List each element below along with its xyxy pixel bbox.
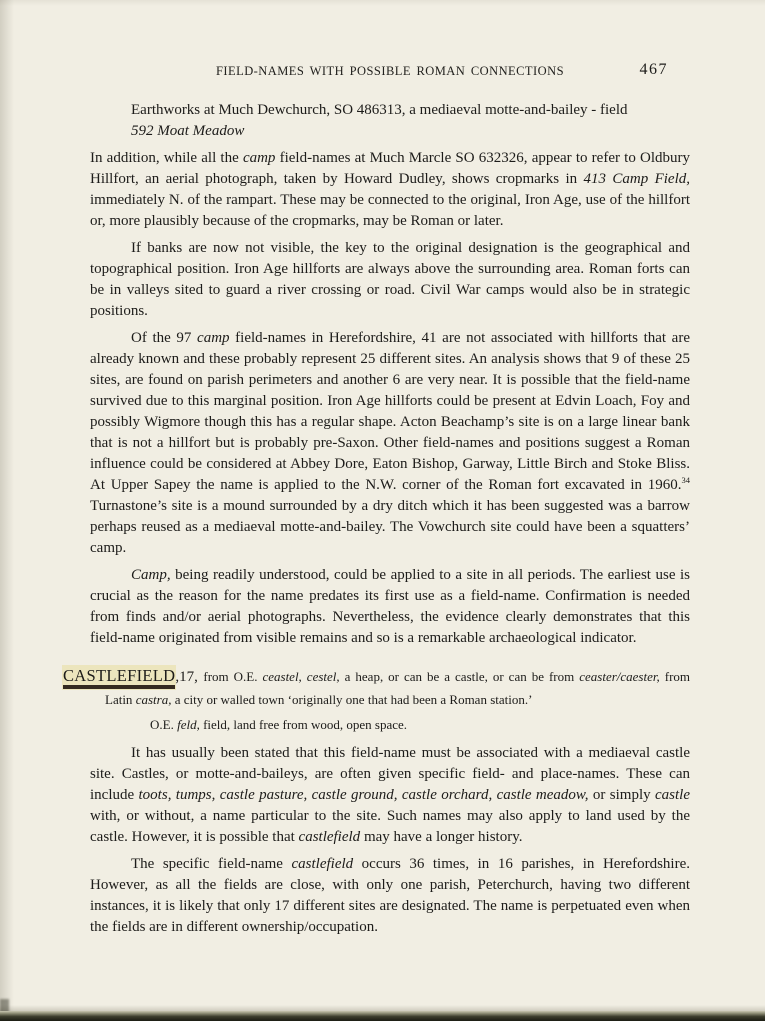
text-run: ceaster/caester, [579,669,660,684]
text-run: Camp, [131,567,171,583]
scan-edge-strip [0,1011,765,1021]
body-text [63,100,691,938]
paragraph-the-specific [90,854,690,938]
quote-line [131,121,690,142]
text-run: O.E. [150,717,178,732]
text-run: The specific field-name [131,856,292,872]
text-run: Turnastone’s site is a mound surrounded by a dry ditch which it has been suggested was a barrow perhaps reused as a mediaeval motte-and-bailey. The Vowchurch site could have been a squatters’ camp. [90,498,690,556]
paragraph-of-the-97 [90,328,690,559]
text-run: castlefield [298,829,361,845]
text-run: from O.E. [203,669,263,684]
text-run: field-names at Much Marcle SO 632326, appear to refer to Oldbury Hillfort, an aerial photograph, taken by Howard Dudley, shows cropmarks in [90,150,690,187]
text-run: 592 Moat Meadow [131,123,245,139]
text-run: from Latin [105,669,691,707]
paragraph-camp-being [90,565,690,649]
page-top-shading [0,0,765,6]
footnote-marker: 34 [681,475,690,485]
text-run: In addition, while all the [90,150,243,166]
text-run: being readily understood, could be applied to a site in all periods. The earliest use is crucial as the reason for the name predates its first use as a field-name. Confirmation is needed from finds and/or aerial photographs. Nevertheless, the evidence clearly demonstrates that this field-name originated from visible remains and so is a remarkable archaeological indicator. [90,567,690,646]
running-title: FIELD-NAMES WITH POSSIBLE ROMAN CONNECTIONS [216,64,564,78]
page-left-edge-shading [0,0,14,1021]
quote-line [131,100,690,121]
entry-headword: CASTLEFIELD [63,666,175,689]
text-run: camp [242,150,276,166]
paragraph-it-has-usually [90,743,690,848]
text-run: or simply [588,787,655,803]
running-header [90,61,690,80]
text-column [63,61,691,938]
text-run: toots, tumps, castle pasture, castle ground, castle orchard, castle meadow, [138,787,589,803]
text-run: castra, [135,691,172,707]
quote-block [131,100,690,142]
paragraph-in-addition [90,148,690,232]
text-run: with, or without, a name particular to the site. Such names may also apply to land used by the castle. However, it is possible that [90,808,690,845]
text-run: If banks are now not visible, the key to the original designation is the geographical and topographical position. Iron Age hillforts are always above the surrounding area. Roman forts can be in valleys sited to guard a river crossing or road. Civil War camps would also be in strategic positions. [90,240,690,319]
text-run: field, land free from wood, open space. [199,717,408,732]
page-number: 467 [639,61,668,78]
text-run: ,17, [175,669,204,685]
text-run: ceastel, cestel, [262,669,340,684]
text-run: field-names in Herefordshire, 41 are not associated with hillforts that are already known and these probably represent 25 different sites. An analysis shows that 9 of these 25 sites, are found on parish perimeters and another 6 are very near. It is possible that the field-name survived due to this marginal position. Iron Age hillforts could be present at Edvin Loach, Foy and possibly Wigmore though this has a regular shape. Acton Beachamp’s site is on a large linear bank that is not a hillfort but is probably pre-Saxon. Other field-names and positions suggest a Roman influence could be considered at Abbey Dore, Eaton Bishop, Garway, Little Birch and Stoke Bliss. At Upper Sapey the name is applied to the N.W. corner of the Roman fort excavated in 1960. [90,330,690,493]
castlefield-subentry [150,714,690,735]
text-run: may have a longer history. [360,829,523,845]
text-run: occurs 36 times, in 16 parishes, in Herefordshire. However, as all the fields are close, with only one parish, Peterchurch, having two different instances, it is likely that only 17 different sites are designated. The name is perpetuated even when the fields are in different ownership/occupation. [90,856,690,935]
text-run: camp [197,330,230,346]
text-run: Earthworks at Much Dewchurch, SO 486313, a mediaeval motte-and-bailey - field [131,102,628,118]
text-run: 413 Camp Field, [583,171,690,187]
text-run: immediately N. of the rampart. These may be connected to the original, Iron Age, use of the hillfort or, more plausibly because of the cropmarks, may be Roman or later. [90,192,690,229]
text-run: It has usually been stated that this field-name must be associated with a mediaeval castle site. Castles, or motte-and-baileys, are often given specific field- and place-names. These can include [90,745,690,803]
paragraph-if-banks [90,238,690,322]
text-run: a heap, or can be a castle, or can be from [339,669,580,684]
castlefield-entry [63,665,691,710]
text-run: castlefield [291,856,354,872]
text-run: castle [654,787,690,803]
text-run: feld, [177,717,200,732]
text-run: a city or walled town ‘originally one that had been a Roman station.’ [171,691,533,707]
text-run: Of the 97 [131,330,198,346]
